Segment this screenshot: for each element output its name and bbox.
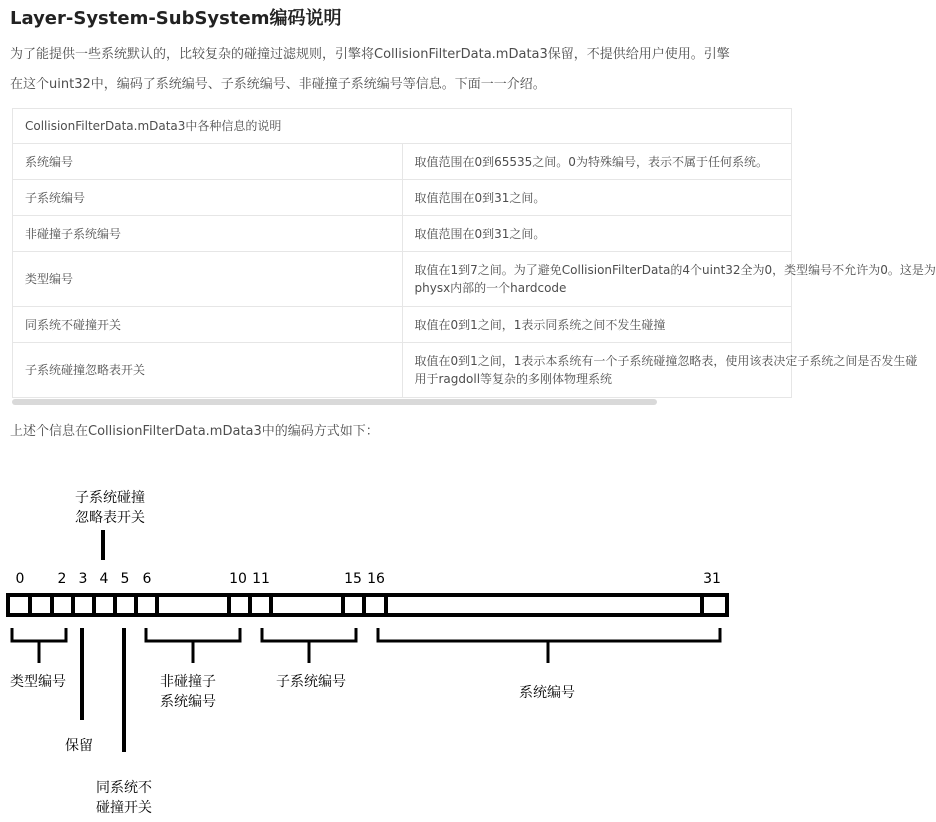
same-system-label-line1: 同系统不 bbox=[96, 780, 152, 796]
intro-paragraph: 为了能提供一些系统默认的，比较复杂的碰撞过滤规则，引擎将CollisionFilterData.mData3保留，不提供给用户使用。引擎在这个uint32中，编码了系统编号、子系统编号、非碰撞子系统编号等信息。下面一一介绍。 bbox=[10, 47, 730, 92]
row-desc: 取值在0到1之间，1表示同系统之间不发生碰撞 bbox=[402, 307, 792, 343]
table-row bbox=[13, 307, 792, 343]
row-desc-line1: 取值在1到7之间。为了避免CollisionFilterData的4个uint32全为0，类型编号不允许为0。这是为 bbox=[414, 263, 936, 277]
bit-number: 4 bbox=[99, 571, 109, 587]
page-heading: Layer-System-SubSystem编码说明 bbox=[10, 8, 342, 29]
type-label: 类型编号 bbox=[10, 674, 66, 690]
row-desc: 取值范围在0到31之间。 bbox=[402, 216, 792, 252]
row-name: 非碰撞子系统编号 bbox=[13, 216, 403, 252]
subsystem-label: 子系统编号 bbox=[276, 674, 346, 690]
system-label: 系统编号 bbox=[519, 685, 575, 701]
bit-number: 16 bbox=[367, 571, 385, 587]
table-horizontal-scrollbar[interactable] bbox=[12, 399, 657, 405]
row-name: 同系统不碰撞开关 bbox=[13, 307, 403, 343]
row-name: 系统编号 bbox=[13, 144, 403, 180]
bit-number: 15 bbox=[344, 571, 362, 587]
bit-number: 6 bbox=[142, 571, 152, 587]
table-row bbox=[13, 180, 792, 216]
noncollide-label-line1: 非碰撞子 bbox=[160, 674, 216, 690]
info-table-container[interactable] bbox=[12, 108, 936, 398]
top-label-line2: 忽略表开关 bbox=[75, 510, 145, 526]
row-desc bbox=[402, 343, 918, 398]
type-brace bbox=[12, 628, 66, 663]
system-brace bbox=[378, 628, 720, 663]
bit-number: 10 bbox=[229, 571, 247, 587]
bit-number: 31 bbox=[703, 571, 721, 587]
row-desc: 取值范围在0到31之间。 bbox=[402, 180, 792, 216]
bit-layout-diagram bbox=[0, 478, 742, 822]
table-row bbox=[13, 252, 792, 307]
row-desc-line1: 取值在0到1之间，1表示本系统有一个子系统碰撞忽略表，使用该表决定子系统之间是否发生碰 bbox=[414, 354, 918, 368]
noncollide-brace bbox=[146, 628, 240, 663]
same-system-label-line2: 碰撞开关 bbox=[96, 800, 152, 816]
reserved-label: 保留 bbox=[65, 738, 93, 754]
table-row bbox=[13, 343, 792, 398]
row-name: 子系统编号 bbox=[13, 180, 403, 216]
bit-bar bbox=[8, 595, 727, 615]
row-name: 子系统碰撞忽略表开关 bbox=[13, 343, 403, 398]
bit-number: 0 bbox=[15, 571, 25, 587]
noncollide-label-line2: 系统编号 bbox=[160, 694, 216, 710]
row-desc-line2: 用于ragdoll等复杂的多刚体物理系统 bbox=[414, 372, 613, 386]
bit-number: 5 bbox=[120, 571, 130, 587]
row-desc-line2: physx内部的一个hardcode bbox=[414, 281, 567, 295]
bit-number: 3 bbox=[78, 571, 88, 587]
top-label-line1: 子系统碰撞 bbox=[75, 490, 145, 506]
bit-number: 11 bbox=[252, 571, 270, 587]
table-caption-row bbox=[13, 109, 792, 144]
table-caption: CollisionFilterData.mData3中各种信息的说明 bbox=[13, 109, 792, 144]
info-table bbox=[12, 108, 936, 398]
row-name: 类型编号 bbox=[13, 252, 403, 307]
bit-number: 2 bbox=[57, 571, 67, 587]
table-row bbox=[13, 144, 792, 180]
subsystem-brace bbox=[262, 628, 356, 663]
table-row bbox=[13, 216, 792, 252]
encoding-caption: 上述个信息在CollisionFilterData.mData3中的编码方式如下： bbox=[10, 424, 379, 439]
row-desc: 取值范围在0到65535之间。0为特殊编号，表示不属于任何系统。 bbox=[402, 144, 792, 180]
row-desc bbox=[402, 252, 936, 307]
